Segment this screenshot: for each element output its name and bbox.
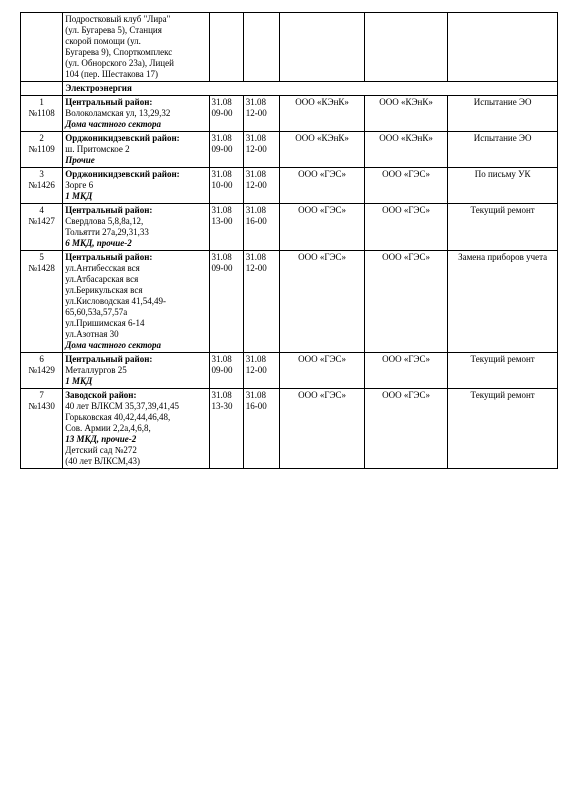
request-code: №1428 (28, 263, 55, 273)
end-date: 31.08 (245, 205, 267, 215)
row-number-cell (21, 168, 63, 204)
table-row (21, 96, 558, 132)
row-number: 4 (39, 205, 44, 215)
district-label: Орджоникидзевский район: (65, 133, 180, 143)
building-summary: 1 МКД (65, 191, 93, 201)
org2-cell (364, 204, 447, 251)
start-date: 31.08 (211, 205, 232, 215)
building-summary: 1 МКД (65, 376, 93, 386)
end-cell (243, 96, 280, 132)
responsible-org: ООО «ГЭС» (298, 169, 347, 179)
start-date: 31.08 (211, 133, 232, 143)
org1-cell (280, 96, 365, 132)
district-label: Центральный район: (65, 252, 153, 262)
responsible-org: ООО «ГЭС» (298, 354, 347, 364)
table-row (21, 204, 558, 251)
reason-cell (448, 132, 558, 168)
row-number: 7 (39, 390, 44, 400)
row-number-cell (21, 132, 63, 168)
start-date: 31.08 (211, 252, 232, 262)
address-line: (ул. Обнорского 23а), Лицей (65, 58, 174, 68)
address-line: ул.Берикульская вся (65, 285, 143, 295)
request-code: №1430 (28, 401, 55, 411)
address-line: 40 лет ВЛКСМ 35,37,39,41,45 (65, 401, 179, 411)
end-date: 31.08 (245, 390, 267, 400)
address-line: Детский сад №272 (65, 445, 137, 455)
start-time: 09-00 (211, 365, 233, 375)
building-summary: 13 МКД, прочие-2 (65, 434, 137, 444)
district-label: Орджоникидзевский район: (65, 169, 180, 179)
district-label: Центральный район: (65, 205, 153, 215)
end-time: 16-00 (245, 401, 267, 411)
org2-cell (364, 13, 447, 82)
start-time: 09-00 (211, 263, 233, 273)
org2-cell (364, 353, 447, 389)
responsible-org: ООО «КЭнК» (295, 97, 349, 107)
request-code: №1429 (28, 365, 55, 375)
address-line: Зорге 6 (65, 180, 94, 190)
executing-org: ООО «ГЭС» (382, 169, 431, 179)
address-line: Волоколамская ул, 13,29,32 (65, 108, 171, 118)
address-line: Горьковская 40,42,44,46,48, (65, 412, 171, 422)
end-date: 31.08 (245, 354, 267, 364)
end-cell (243, 204, 280, 251)
address-line: (ул. Бугарева 5), Станция (65, 25, 162, 35)
start-cell (209, 204, 243, 251)
address-line: 104 (пер. Шестакова 17) (65, 69, 158, 79)
start-cell (209, 353, 243, 389)
start-date: 31.08 (211, 390, 232, 400)
reason-cell (448, 389, 558, 469)
end-date: 31.08 (245, 133, 267, 143)
building-summary: Прочие (65, 155, 95, 165)
start-time: 13-00 (211, 216, 233, 226)
end-time: 12-00 (245, 263, 267, 273)
row-number-cell (21, 251, 63, 353)
row-number: 3 (39, 169, 44, 179)
start-cell (209, 132, 243, 168)
address-line: ш. Притомское 2 (65, 144, 130, 154)
end-cell (243, 251, 280, 353)
outage-reason: По письму УК (474, 169, 531, 179)
row-number: 2 (39, 133, 44, 143)
reason-cell (448, 353, 558, 389)
end-cell (243, 168, 280, 204)
address-cell (63, 132, 209, 168)
section-row (21, 82, 558, 96)
start-cell (209, 96, 243, 132)
row-number-cell (21, 389, 63, 469)
end-time: 12-00 (245, 365, 267, 375)
request-code: №1109 (28, 144, 55, 154)
address-cell (63, 389, 209, 469)
address-line: 65,60,53а,57,57а (65, 307, 128, 317)
org1-cell (280, 251, 365, 353)
table-row (21, 251, 558, 353)
start-date: 31.08 (211, 169, 232, 179)
start-cell (209, 251, 243, 353)
row-number-cell (21, 204, 63, 251)
executing-org: ООО «ГЭС» (382, 252, 431, 262)
end-cell (243, 132, 280, 168)
district-label: Центральный район: (65, 354, 153, 364)
end-cell (243, 389, 280, 469)
start-cell (209, 389, 243, 469)
org1-cell (280, 353, 365, 389)
reason-cell (448, 96, 558, 132)
start-time: 13-30 (211, 401, 233, 411)
reason-cell (448, 204, 558, 251)
row-number-cell (21, 96, 63, 132)
address-cell (63, 204, 209, 251)
end-cell (243, 13, 280, 82)
request-code: №1426 (28, 180, 55, 190)
address-line: (40 лет ВЛКСМ,43) (65, 456, 140, 466)
outage-reason: Текущий ремонт (470, 354, 535, 364)
outage-table (20, 12, 558, 469)
reason-cell (448, 13, 558, 82)
responsible-org: ООО «ГЭС» (298, 390, 347, 400)
end-time: 16-00 (245, 216, 267, 226)
building-summary: Дома частного сектора (65, 119, 161, 129)
executing-org: ООО «ГЭС» (382, 354, 431, 364)
address-line: ул.Пришимская 6-14 (65, 318, 145, 328)
org2-cell (364, 389, 447, 469)
row-number-cell (21, 13, 63, 82)
table-row (21, 132, 558, 168)
start-time: 10-00 (211, 180, 233, 190)
executing-org: ООО «КЭнК» (379, 97, 433, 107)
section-title: Электроэнергия (63, 82, 558, 96)
org1-cell (280, 132, 365, 168)
request-code: №1108 (28, 108, 55, 118)
executing-org: ООО «КЭнК» (379, 133, 433, 143)
address-line: Металлургов 25 (65, 365, 127, 375)
start-time: 09-00 (211, 108, 233, 118)
org1-cell (280, 204, 365, 251)
address-line: ул.Антибесская вся (65, 263, 140, 273)
outage-table-body (21, 13, 558, 469)
table-row (21, 389, 558, 469)
section-empty-cell (21, 82, 63, 96)
start-date: 31.08 (211, 354, 232, 364)
address-line: Бугарева 9), Спорткомплекс (65, 47, 173, 57)
end-time: 12-00 (245, 108, 267, 118)
address-line: Свердлова 5,8,8а,12, (65, 216, 144, 226)
outage-reason: Испытание ЭО (473, 133, 532, 143)
building-summary: 6 МКД, прочие-2 (65, 238, 132, 248)
responsible-org: ООО «ГЭС» (298, 205, 347, 215)
address-line: Сов. Армии 2,2а,4,6,8, (65, 423, 151, 433)
address-line: ул.Атбасарская вся (65, 274, 139, 284)
address-line: скорой помощи (ул. (65, 36, 141, 46)
address-cell (63, 96, 209, 132)
end-time: 12-00 (245, 180, 267, 190)
outage-reason: Текущий ремонт (470, 390, 535, 400)
address-cell (63, 13, 209, 82)
request-code: №1427 (28, 216, 55, 226)
table-row (21, 353, 558, 389)
end-time: 12-00 (245, 144, 267, 154)
outage-reason: Испытание ЭО (473, 97, 532, 107)
row-number: 1 (39, 97, 44, 107)
responsible-org: ООО «ГЭС» (298, 252, 347, 262)
address-line: ул.Азотная 30 (65, 329, 119, 339)
row-number: 6 (39, 354, 44, 364)
outage-schedule-sheet (20, 12, 558, 469)
end-date: 31.08 (245, 169, 267, 179)
table-row-continued (21, 13, 558, 82)
address-cell (63, 353, 209, 389)
executing-org: ООО «ГЭС» (382, 390, 431, 400)
org1-cell (280, 13, 365, 82)
outage-reason: Замена приборов учета (458, 252, 548, 262)
org2-cell (364, 132, 447, 168)
end-date: 31.08 (245, 252, 267, 262)
address-line: ул.Кисловодская 41,54,49- (65, 296, 167, 306)
district-label: Центральный район: (65, 97, 153, 107)
address-cell (63, 251, 209, 353)
address-cell (63, 168, 209, 204)
row-number: 5 (39, 252, 44, 262)
executing-org: ООО «ГЭС» (382, 205, 431, 215)
start-cell (209, 168, 243, 204)
address-line: Тольятти 27а,29,31,33 (65, 227, 149, 237)
start-date: 31.08 (211, 97, 232, 107)
start-cell (209, 13, 243, 82)
building-summary: Дома частного сектора (65, 340, 161, 350)
district-label: Заводской район: (65, 390, 137, 400)
row-number-cell (21, 353, 63, 389)
reason-cell (448, 251, 558, 353)
reason-cell (448, 168, 558, 204)
table-row (21, 168, 558, 204)
org2-cell (364, 168, 447, 204)
end-date: 31.08 (245, 97, 267, 107)
org1-cell (280, 389, 365, 469)
org1-cell (280, 168, 365, 204)
org2-cell (364, 251, 447, 353)
org2-cell (364, 96, 447, 132)
address-line: Подростковый клуб "Лира" (65, 14, 171, 24)
end-cell (243, 353, 280, 389)
outage-reason: Текущий ремонт (470, 205, 535, 215)
responsible-org: ООО «КЭнК» (295, 133, 349, 143)
start-time: 09-00 (211, 144, 233, 154)
